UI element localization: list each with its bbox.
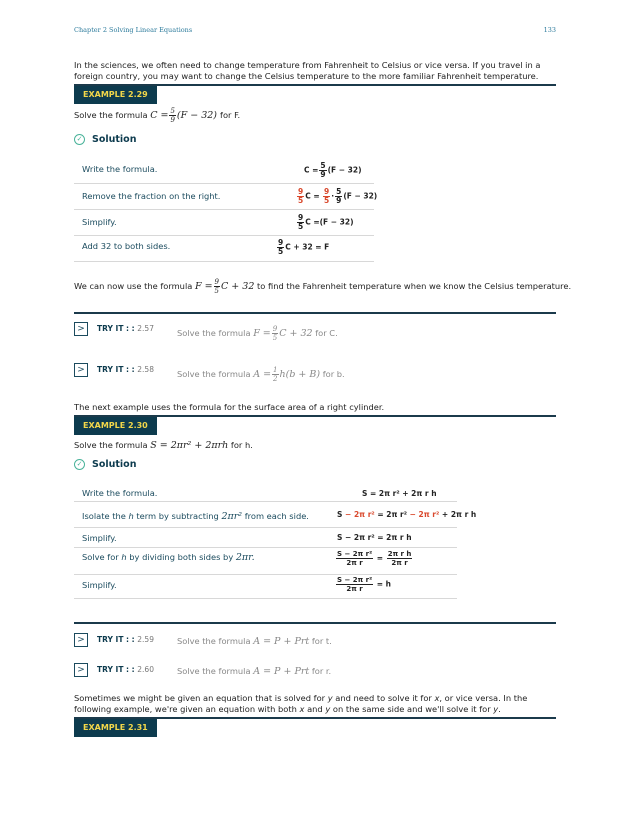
try-it-2-58	[74, 362, 556, 383]
formula-rhs: C + 32	[221, 281, 255, 292]
try-number: 2.57	[137, 324, 154, 333]
math-part: 9	[298, 213, 304, 222]
para-text: .	[498, 704, 501, 714]
formula-lhs: C =	[150, 110, 169, 121]
example-label: EXAMPLE 2.30	[74, 417, 157, 435]
chapter-title: Chapter 2 Solving Linear Equations	[74, 26, 193, 34]
math-part: 2π r h	[387, 550, 412, 558]
math-part: = h	[376, 579, 392, 589]
try-it-label	[97, 324, 154, 333]
chevron-right-icon[interactable]: >	[74, 322, 88, 336]
fraction-denominator: 5	[214, 287, 220, 295]
prompt-text: Solve the formula	[74, 110, 148, 120]
step-math: S = 2π r² + 2π r h	[362, 489, 437, 498]
step-row	[74, 210, 374, 236]
step-math	[304, 162, 362, 179]
math-part: 5	[278, 247, 284, 256]
check-circle-icon: ✓	[74, 459, 85, 470]
label-part: by dividing both sides by	[126, 552, 236, 562]
fraction-numerator: 9	[214, 278, 220, 286]
step-math: S − 2π r² = 2π r h	[337, 533, 412, 542]
math-part: (F − 32)	[319, 217, 354, 227]
try-label-text: TRY IT : :	[97, 365, 135, 374]
para-var: y	[325, 704, 331, 714]
try-prompt-text: Solve the formula	[177, 328, 251, 338]
para-var: x	[299, 704, 305, 714]
page-number: 133	[543, 26, 556, 34]
step-math	[335, 576, 391, 593]
try-label-text: TRY IT : :	[97, 635, 135, 644]
math-part: + 2π r h	[441, 510, 477, 519]
formula-lhs: A =	[253, 369, 272, 380]
math-part: =	[376, 553, 384, 563]
step-label	[82, 511, 309, 522]
step-label: Remove the fraction on the right.	[82, 191, 221, 201]
prompt-text-after: for h.	[230, 440, 253, 450]
para-text: and	[304, 704, 326, 714]
try-it-2-59	[74, 632, 556, 648]
try-prompt-after: for t.	[311, 636, 332, 646]
formula	[253, 366, 321, 383]
formula: A = P + Prt	[253, 666, 310, 677]
label-part: Isolate the	[82, 511, 129, 521]
prompt-text: Solve the formula	[74, 440, 148, 450]
math-part: S − 2π r²	[337, 576, 373, 584]
label-math: 2πr.	[235, 552, 255, 563]
math-part: 2π r	[346, 559, 363, 567]
celsius-sentence	[74, 278, 571, 295]
try-it-label	[97, 365, 154, 374]
try-prompt	[177, 325, 338, 342]
para-var: y	[327, 693, 333, 703]
solution-title: Solution	[92, 459, 137, 470]
step-label	[82, 552, 255, 563]
step-label: Add 32 to both sides.	[82, 241, 171, 251]
formula	[150, 107, 220, 124]
para-var: y	[493, 704, 499, 714]
math-part: 5	[336, 187, 342, 196]
try-label-text: TRY IT : :	[97, 324, 135, 333]
try-prompt	[177, 636, 332, 647]
math-part: 5	[320, 161, 326, 170]
prompt-text-after: for F.	[220, 110, 241, 120]
formula-lhs: F =	[194, 281, 213, 292]
label-part: from each side.	[244, 511, 309, 521]
math-part: 5	[324, 196, 330, 205]
fraction-numerator: 9	[272, 325, 278, 333]
fraction-numerator: 5	[170, 107, 175, 115]
math-part: (F − 32)	[327, 165, 362, 175]
try-it-2-60	[74, 662, 556, 678]
step-label: Write the formula.	[82, 164, 158, 174]
math-part: 2π r²	[353, 510, 375, 519]
formula: A = P + Prt	[253, 636, 310, 647]
step-row	[74, 548, 457, 575]
math-part: −	[409, 510, 416, 519]
try-prompt-text: Solve the formula	[177, 636, 251, 646]
try-it-rule	[74, 622, 556, 624]
math-part: 2π r	[391, 559, 408, 567]
math-part: S	[337, 510, 343, 519]
math-part: =	[377, 510, 384, 519]
try-prompt-text: Solve the formula	[177, 369, 251, 379]
label-var: h	[121, 552, 127, 562]
formula: S = 2πr² + 2πrh	[150, 440, 229, 451]
try-prompt-text: Solve the formula	[177, 666, 251, 676]
step-row	[74, 528, 457, 548]
try-it-label	[97, 635, 154, 644]
fraction-numerator: 1	[273, 366, 278, 374]
math-part: 9	[278, 238, 284, 247]
math-part: −	[345, 510, 352, 519]
step-row	[74, 502, 477, 528]
math-part: S − 2π r²	[337, 550, 373, 558]
math-part: 2π r	[346, 585, 363, 593]
try-it-label	[97, 665, 154, 674]
chevron-right-icon[interactable]: >	[74, 663, 88, 677]
step-row	[74, 236, 374, 262]
intro-paragraph: In the sciences, we often need to change temperature from Fahrenheit to Celsius or vice versa. If you travel in a foreign country, you may want to change the Celsius temperature to the more familiar Fahrenheit temperature.	[74, 60, 541, 81]
try-prompt	[177, 366, 345, 383]
try-prompt-after: for r.	[311, 666, 332, 676]
math-part: 2π r²	[418, 510, 440, 519]
step-row	[74, 156, 374, 184]
example-prompt	[74, 440, 253, 451]
try-number: 2.58	[137, 365, 154, 374]
page-header	[74, 26, 556, 38]
step-row	[74, 480, 457, 502]
step-math	[337, 510, 476, 519]
math-part: C =	[305, 217, 320, 227]
step-row	[74, 575, 457, 599]
try-it-rule	[74, 312, 556, 314]
fraction-denominator: 2	[273, 375, 278, 383]
try-label-text: TRY IT : :	[97, 665, 135, 674]
step-label: Simplify.	[82, 533, 117, 543]
next-example-text: The next example uses the formula for the surface area of a right cylinder.	[74, 402, 385, 412]
step-math	[335, 550, 413, 567]
step-label: Simplify.	[82, 580, 117, 590]
label-math: 2πr²	[221, 511, 243, 522]
math-part: 5	[298, 222, 304, 231]
formula-rhs: C + 32	[279, 328, 313, 339]
example-label: EXAMPLE 2.31	[74, 719, 157, 737]
math-part: 5	[298, 196, 304, 205]
para-text: and need to solve it for	[332, 693, 435, 703]
math-part: C =	[305, 191, 320, 201]
math-part: (F − 32)	[343, 191, 378, 201]
step-label: Simplify.	[82, 217, 117, 227]
solution-steps-table	[74, 480, 477, 599]
math-part: 2π r²	[386, 510, 407, 519]
step-math	[296, 188, 377, 205]
try-number: 2.59	[137, 635, 154, 644]
try-number: 2.60	[137, 665, 154, 674]
sentence-text: We can now use the formula	[74, 281, 193, 291]
step-math	[296, 214, 354, 231]
formula	[253, 325, 313, 342]
para-var: x	[434, 693, 440, 703]
try-prompt-after: for b.	[322, 369, 345, 379]
check-circle-icon: ✓	[74, 134, 85, 145]
chevron-right-icon[interactable]: >	[74, 363, 88, 377]
example-prompt	[74, 107, 240, 124]
math-part: 9	[298, 187, 304, 196]
label-part: Solve for	[82, 552, 122, 562]
try-it-2-57	[74, 321, 556, 342]
math-part: 9	[336, 196, 342, 205]
label-part: term by subtracting	[133, 511, 222, 521]
label-var: h	[128, 511, 134, 521]
step-label: Write the formula.	[82, 488, 158, 498]
step-math	[276, 239, 329, 256]
step-row	[74, 184, 378, 210]
try-prompt-after: for C.	[315, 328, 338, 338]
formula-rhs: h(b + B)	[279, 369, 321, 380]
para-text: on the same side and we'll solve it for	[330, 704, 494, 714]
chevron-right-icon[interactable]: >	[74, 633, 88, 647]
try-prompt	[177, 666, 331, 677]
sentence-text-after: to find the Fahrenheit temperature when we know the Celsius temperature.	[257, 281, 572, 291]
formula-rhs: (F − 32)	[176, 110, 217, 121]
solution-steps-table	[74, 156, 378, 262]
math-part: C =	[304, 165, 319, 175]
fraction-denominator: 9	[170, 116, 175, 124]
fraction-denominator: 5	[272, 334, 278, 342]
math-part: ·	[331, 191, 335, 201]
closing-paragraph	[74, 693, 556, 715]
para-text: , or vice versa. In the following example, we're given an equation with both	[74, 693, 528, 714]
formula	[194, 278, 255, 295]
example-label: EXAMPLE 2.29	[74, 86, 157, 104]
para-text: Sometimes we might be given an equation that is solved for	[74, 693, 328, 703]
math-part: 9	[324, 187, 330, 196]
math-part: C + 32 = F	[285, 242, 330, 252]
formula-lhs: F =	[253, 328, 271, 339]
math-part: 9	[320, 170, 326, 179]
solution-title: Solution	[92, 134, 137, 145]
